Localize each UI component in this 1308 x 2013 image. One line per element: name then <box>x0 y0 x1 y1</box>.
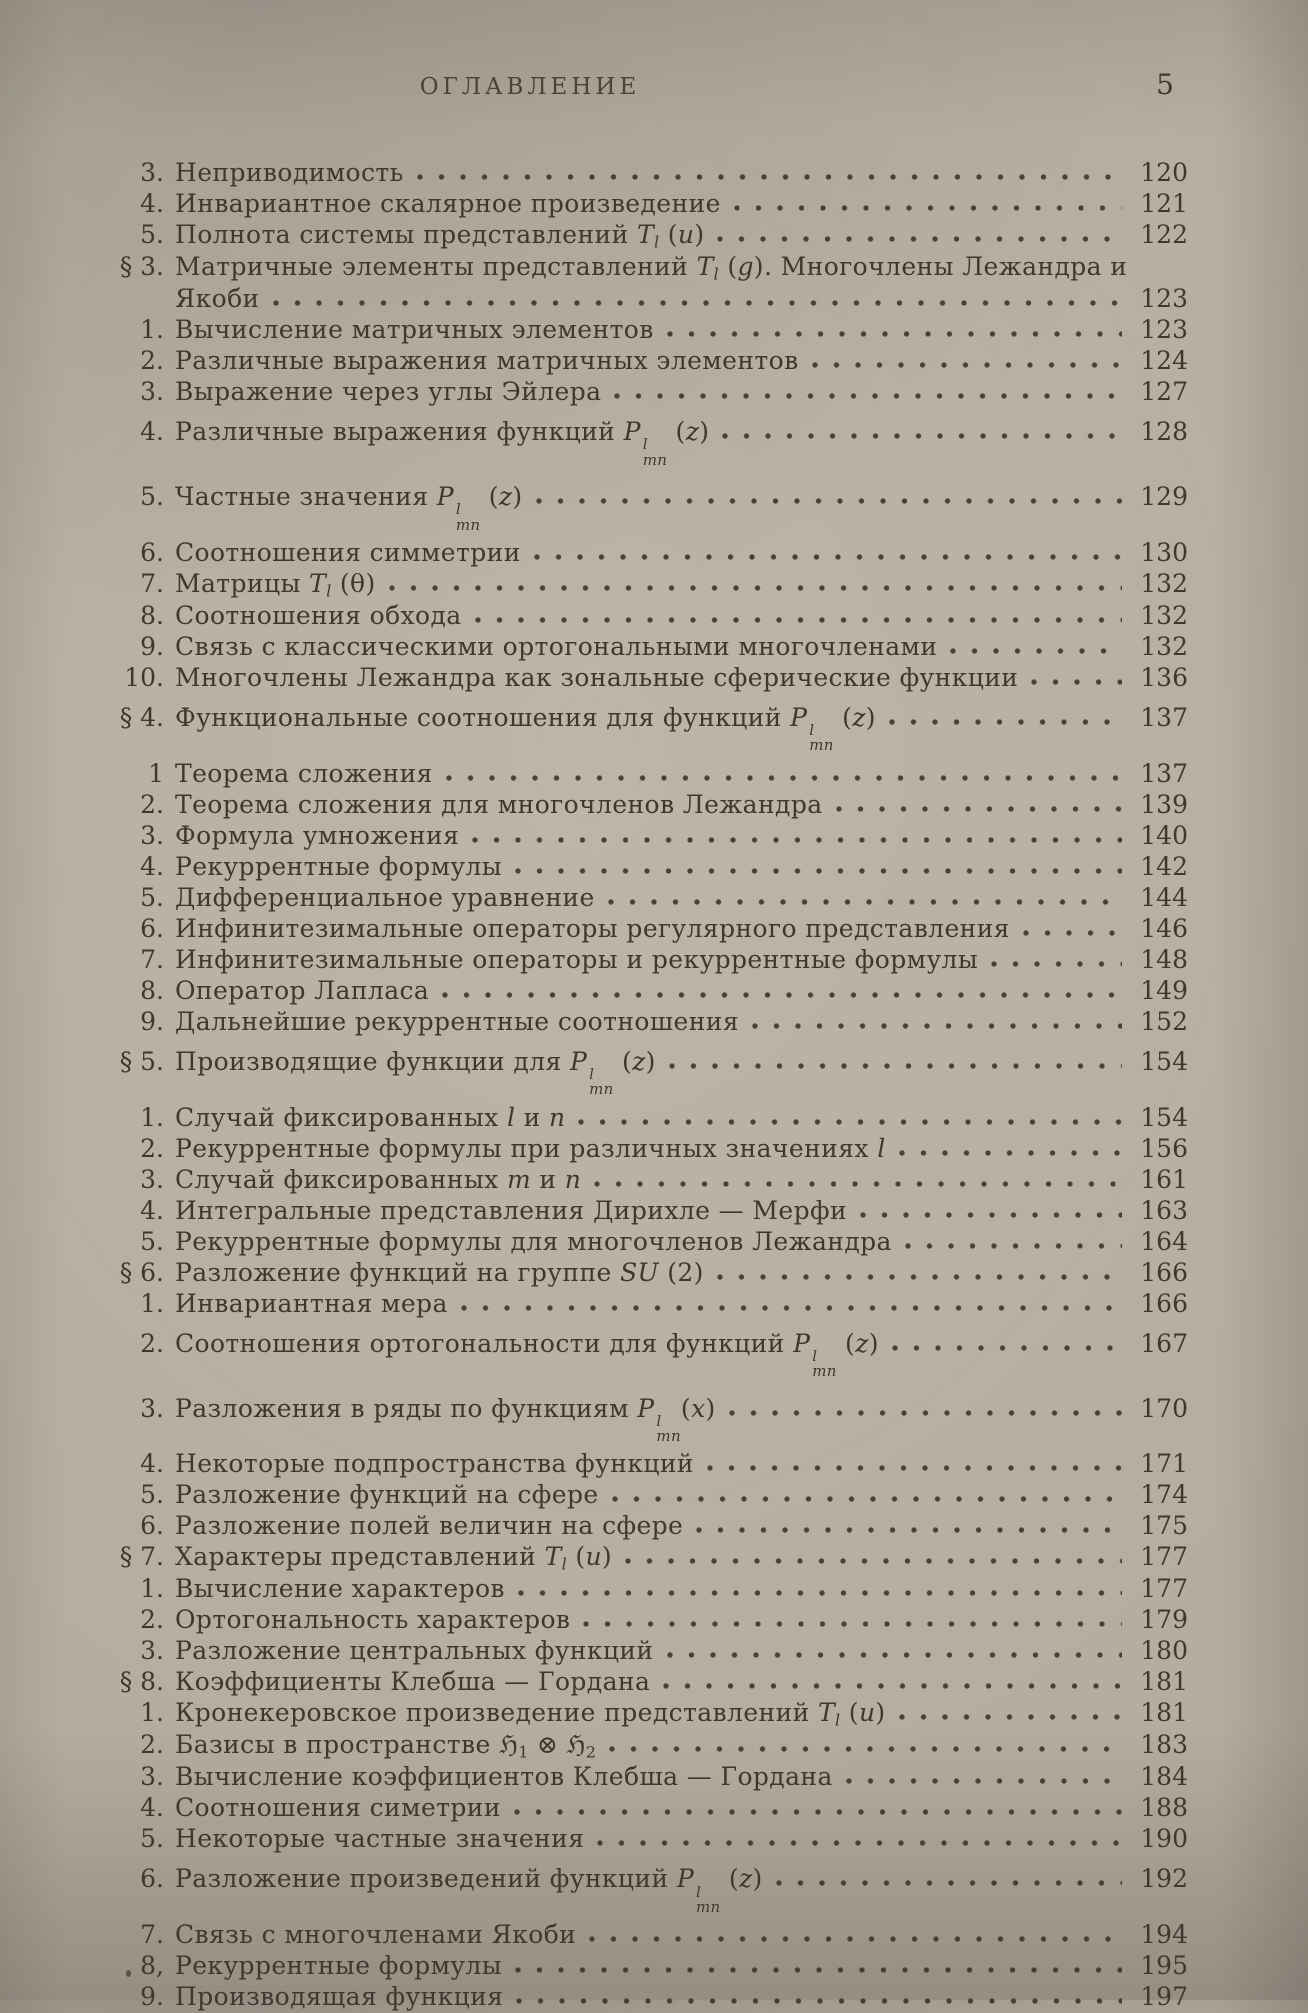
entry-number: 5. <box>140 1226 164 1256</box>
entry-number: 9. <box>140 1006 164 1036</box>
toc-entry <box>100 759 1188 790</box>
entry-number: 4. <box>140 189 164 218</box>
entry-page-number: 154 <box>1140 1102 1188 1132</box>
entry-page-number: 166 <box>1140 1288 1188 1318</box>
entry-number: 3. <box>140 1393 164 1423</box>
entry-number: 3. <box>140 820 164 850</box>
entry-page-number: 154 <box>1140 1046 1188 1076</box>
entry-number: 5. <box>140 882 164 912</box>
entry-page-number: 142 <box>1140 851 1188 881</box>
entry-title: Формула умножения <box>175 820 460 850</box>
dot-leader <box>898 1150 1122 1157</box>
table-of-contents <box>100 158 1188 2013</box>
entry-page-number: 132 <box>1140 568 1188 598</box>
dot-leader <box>891 1345 1122 1352</box>
entry-title: Соотношения симетрии <box>175 1793 501 1823</box>
entry-number: 5. <box>140 1480 164 1510</box>
entry-page-number: 194 <box>1140 1920 1188 1950</box>
dot-leader <box>1022 930 1122 937</box>
dot-leader <box>533 554 1122 561</box>
toc-entry <box>100 945 1188 976</box>
entry-title: Соотношения обхода <box>175 600 462 630</box>
toc-entry <box>100 914 1188 945</box>
toc-entry <box>100 1227 1188 1258</box>
entry-number: 5. <box>140 1824 164 1854</box>
entry-title: Разложение функций на группе SU (2) <box>175 1257 704 1287</box>
entry-number: 7. <box>140 568 164 598</box>
entry-number: § 6. <box>119 1257 164 1287</box>
entry-number: 10. <box>124 662 164 692</box>
entry-page-number: 140 <box>1140 820 1188 850</box>
entry-title: Соотношения симметрии <box>175 537 521 567</box>
entry-number: 1. <box>140 1574 164 1604</box>
entry-title: Теорема сложения для многочленов Лежандра <box>175 789 823 819</box>
dot-leader <box>416 174 1122 181</box>
entry-title: Связь с многочленами Якоби <box>175 1920 577 1950</box>
entry-page-number: 132 <box>1140 631 1188 661</box>
entry-title: Вычисление характеров <box>175 1574 505 1604</box>
entry-title: Инфинитезимальные операторы регулярного представления <box>175 913 1010 943</box>
entry-page-number: 188 <box>1140 1793 1188 1823</box>
entry-number: 2. <box>140 1730 164 1760</box>
entry-title: Выражение через углы Эйлера <box>175 377 602 407</box>
toc-entry <box>100 1762 1188 1793</box>
entry-title: Частные значения P l mn (z) <box>175 481 523 534</box>
entry-title: Многочлены Лежандра как зональные сферические функции <box>175 662 1019 692</box>
entry-title: Случай фиксированных l и n <box>175 1102 566 1132</box>
dot-leader <box>904 1243 1122 1250</box>
entry-page-number: 195 <box>1140 1951 1188 1981</box>
dot-leader <box>474 617 1122 624</box>
entry-title: Дальнейшие рекуррентные соотношения <box>175 1006 739 1036</box>
toc-entry <box>100 189 1188 220</box>
dot-leader <box>515 1998 1122 2005</box>
toc-entry <box>100 1574 1188 1605</box>
toc-entry <box>100 1793 1188 1824</box>
entry-title: Случай фиксированных m и n <box>175 1164 582 1194</box>
entry-page-number: 192 <box>1140 1864 1188 1894</box>
toc-entry <box>100 158 1188 189</box>
entry-page-number: 146 <box>1140 913 1188 943</box>
entry-page-number: 123 <box>1140 284 1188 314</box>
entry-page-number: 127 <box>1140 377 1188 407</box>
toc-entry <box>100 1542 1188 1574</box>
dot-leader <box>666 331 1122 338</box>
page-header <box>100 68 1188 108</box>
entry-page-number: 130 <box>1140 537 1188 567</box>
entry-number: 8. <box>140 600 164 630</box>
entry-page-number: 120 <box>1140 158 1188 187</box>
toc-entry <box>100 1038 1188 1103</box>
dot-leader <box>949 648 1122 655</box>
toc-entry <box>100 1103 1188 1134</box>
toc-entry <box>100 1698 1188 1730</box>
dot-leader <box>535 498 1123 505</box>
entry-number: 7. <box>140 1920 164 1950</box>
entry-title: Разложение центральных функций <box>175 1636 654 1666</box>
entry-title-continuation: Якоби <box>175 284 260 314</box>
entry-page-number: 166 <box>1140 1257 1188 1287</box>
entry-page-number: 164 <box>1140 1226 1188 1256</box>
entry-number: § 3. <box>119 252 164 282</box>
dot-leader <box>471 837 1122 844</box>
toc-entry <box>100 1385 1188 1450</box>
entry-title: Кронекеровское произведение представлений $T_l$ (u) <box>175 1698 886 1730</box>
entry-number: 3. <box>140 158 164 187</box>
entry-title: Функциональные соотношения для функций P l mn (z) <box>175 702 876 755</box>
entry-page-number: 180 <box>1140 1636 1188 1666</box>
entry-number: § 5. <box>119 1046 164 1076</box>
entry-title: Связь с классическими ортогональными многочленами <box>175 631 938 661</box>
dot-leader <box>706 1465 1122 1472</box>
toc-entry <box>100 1605 1188 1636</box>
dot-leader <box>608 1746 1122 1753</box>
dot-leader <box>514 868 1122 875</box>
entry-number: 8. <box>140 975 164 1005</box>
toc-entry <box>100 1730 1188 1762</box>
entry-number: 2. <box>140 346 164 376</box>
toc-entry <box>100 377 1188 408</box>
dot-leader <box>728 1410 1122 1417</box>
entry-title: Интегральные представления Дирихле — Мерфи <box>175 1195 848 1225</box>
entry-number: 6. <box>140 1511 164 1541</box>
entry-number: 4. <box>140 417 164 447</box>
dot-leader <box>593 1181 1122 1188</box>
entry-number: 8, <box>140 1951 164 1981</box>
toc-entry <box>100 1824 1188 1855</box>
entry-number: 9. <box>140 631 164 661</box>
entry-page-number: 152 <box>1140 1006 1188 1036</box>
entry-number: 6. <box>140 537 164 567</box>
entry-page-number: 137 <box>1140 702 1188 732</box>
entry-title: Инвариантная мера <box>175 1288 448 1318</box>
toc-entry <box>100 1855 1188 1920</box>
entry-title: Ортогональность характеров <box>175 1605 571 1635</box>
dot-leader <box>888 719 1122 726</box>
entry-number: 2. <box>140 1133 164 1163</box>
entry-page-number: 123 <box>1140 315 1188 345</box>
entry-number: 1. <box>140 1698 164 1728</box>
entry-title: Разложения в ряды по функциям P l mn (x) <box>175 1393 716 1446</box>
dot-leader <box>514 1967 1122 1974</box>
entry-title: Разложение полей величин на сфере <box>175 1511 684 1541</box>
dot-leader <box>441 992 1122 999</box>
entry-title: Полнота системы представлений $T_l$ (u) <box>175 220 705 252</box>
entry-number: 6. <box>140 913 164 943</box>
entry-title: Дифференциальное уравнение <box>175 882 595 912</box>
dot-leader <box>388 585 1122 592</box>
entry-number: 1 <box>148 758 164 788</box>
entry-title: Рекуррентные формулы <box>175 851 503 881</box>
toc-entry <box>100 1982 1188 2013</box>
entry-number: 5. <box>140 481 164 511</box>
entry-number: 2. <box>140 789 164 819</box>
entry-page-number: 148 <box>1140 944 1188 974</box>
toc-entry <box>100 538 1188 569</box>
entry-title: Некоторые подпространства функций <box>175 1449 694 1479</box>
toc-entry <box>100 1667 1188 1698</box>
entry-number: § 7. <box>119 1542 164 1572</box>
entry-title: Рекуррентные формулы <box>175 1951 503 1981</box>
entry-page-number: 124 <box>1140 346 1188 376</box>
entry-page-number: 177 <box>1140 1574 1188 1604</box>
toc-entry <box>100 601 1188 632</box>
entry-title: Неприводимость <box>175 158 404 187</box>
entry-title: Характеры представлений $T_l$ (u) <box>175 1542 613 1574</box>
entry-title: Некоторые частные значения <box>175 1824 585 1854</box>
entry-page-number: 181 <box>1140 1698 1188 1728</box>
entry-page-number: 170 <box>1140 1393 1188 1423</box>
entry-number: 9. <box>140 1982 164 2012</box>
entry-page-number: 190 <box>1140 1824 1188 1854</box>
entry-page-number: 121 <box>1140 189 1188 218</box>
page-title: ОГЛАВЛЕНИЕ <box>419 74 641 100</box>
entry-title: Различные выражения матричных элементов <box>175 346 799 376</box>
entry-title: Вычисление матричных элементов <box>175 315 654 345</box>
entry-title: Базисы в пространстве ℌ$_1$ ⊗ ℌ$_2$ <box>175 1730 596 1762</box>
entry-number: 4. <box>140 1793 164 1823</box>
entry-number: 1. <box>140 1288 164 1318</box>
toc-entry <box>100 252 1188 284</box>
dot-leader <box>751 1023 1122 1030</box>
entry-page-number: 139 <box>1140 789 1188 819</box>
toc-entry <box>100 1511 1188 1542</box>
toc-entry <box>100 852 1188 883</box>
toc-entry <box>100 1320 1188 1385</box>
toc-entry <box>100 663 1188 694</box>
toc-entry <box>100 1480 1188 1511</box>
entry-title: Инвариантное скалярное произведение <box>175 189 721 218</box>
entry-title: Оператор Лапласа <box>175 975 430 1005</box>
entry-number: § 8. <box>119 1667 164 1697</box>
entry-title: Соотношения ортогональности для функций P l mn (z) <box>175 1328 879 1381</box>
entry-page-number: 183 <box>1140 1730 1188 1760</box>
toc-entry <box>100 1258 1188 1289</box>
entry-title: Разложение произведений функций P l mn (z) <box>175 1864 763 1917</box>
toc-entry <box>100 1289 1188 1320</box>
entry-number: 3. <box>140 1762 164 1792</box>
toc-entry <box>100 821 1188 852</box>
entry-number: 3. <box>140 1164 164 1194</box>
entry-number: 1. <box>140 1102 164 1132</box>
toc-entry <box>100 220 1188 252</box>
entry-number: 7. <box>140 944 164 974</box>
dot-leader <box>624 1558 1122 1565</box>
entry-title: Производящая функция <box>175 1982 504 2012</box>
entry-page-number: 149 <box>1140 975 1188 1005</box>
page-number: 5 <box>1156 68 1174 101</box>
dot-leader <box>811 362 1122 369</box>
dot-leader <box>460 1305 1122 1312</box>
toc-entry <box>100 1134 1188 1165</box>
entry-page-number: 197 <box>1140 1982 1188 2012</box>
toc-entry <box>100 632 1188 663</box>
toc-entry <box>100 883 1188 914</box>
entry-page-number: 175 <box>1140 1511 1188 1541</box>
toc-entry <box>100 976 1188 1007</box>
entry-number: 4. <box>140 1195 164 1225</box>
dot-leader <box>662 1683 1122 1690</box>
dot-leader <box>613 393 1122 400</box>
dot-leader <box>898 1714 1122 1721</box>
entry-page-number: 136 <box>1140 662 1188 692</box>
dot-leader <box>272 300 1122 307</box>
entry-page-number: 171 <box>1140 1449 1188 1479</box>
toc-entry <box>100 1165 1188 1196</box>
dot-leader <box>859 1212 1122 1219</box>
toc-entry <box>100 1196 1188 1227</box>
entry-page-number: 156 <box>1140 1133 1188 1163</box>
dot-leader <box>513 1809 1122 1816</box>
entry-number: 3. <box>140 377 164 407</box>
entry-page-number: 161 <box>1140 1164 1188 1194</box>
entry-number: 4. <box>140 1449 164 1479</box>
toc-entry <box>100 1449 1188 1480</box>
dot-leader <box>588 1936 1122 1943</box>
entry-title: Рекуррентные формулы для многочленов Лежандра <box>175 1226 892 1256</box>
entry-title: Вычисление коэффициентов Клебша — Гордана <box>175 1762 833 1792</box>
entry-page-number: 179 <box>1140 1605 1188 1635</box>
toc-entry <box>100 1920 1188 1951</box>
entry-number: 6. <box>140 1864 164 1894</box>
entry-number: 1. <box>140 315 164 345</box>
entry-title: Инфинитезимальные операторы и рекуррентные формулы <box>175 944 979 974</box>
toc-entry-continuation <box>100 284 1188 315</box>
toc-entry <box>100 315 1188 346</box>
toc-entry <box>100 1636 1188 1667</box>
toc-entry <box>100 694 1188 759</box>
toc-entry <box>100 346 1188 377</box>
dot-leader <box>845 1778 1122 1785</box>
entry-page-number: 177 <box>1140 1542 1188 1572</box>
entry-page-number: 122 <box>1140 220 1188 249</box>
dot-leader <box>1030 679 1122 686</box>
entry-page-number: 137 <box>1140 758 1188 788</box>
entry-page-number: 132 <box>1140 600 1188 630</box>
entry-title: Разложение функций на сфере <box>175 1480 599 1510</box>
dot-leader <box>577 1119 1122 1126</box>
dot-leader <box>990 961 1122 968</box>
entry-page-number: 167 <box>1140 1328 1188 1358</box>
entry-number: 3. <box>140 1636 164 1666</box>
entry-page-number: 184 <box>1140 1762 1188 1792</box>
entry-title: Теорема сложения <box>175 758 433 788</box>
entry-number: 5. <box>140 220 164 249</box>
dot-leader <box>716 236 1122 243</box>
entry-page-number: 129 <box>1140 481 1188 511</box>
toc-entry <box>100 408 1188 473</box>
dot-leader <box>607 899 1122 906</box>
toc-entry <box>100 473 1188 538</box>
dot-leader <box>445 775 1122 782</box>
entry-number: 4. <box>140 851 164 881</box>
dot-leader <box>775 1880 1122 1887</box>
entry-title: Матричные элементы представлений $T_l$ (g). Многочлены Лежандра и <box>175 252 1128 284</box>
dot-leader <box>582 1621 1122 1628</box>
dot-leader <box>517 1590 1122 1597</box>
entry-title: Производящие функции для P l mn (z) <box>175 1046 656 1099</box>
entry-page-number: 163 <box>1140 1195 1188 1225</box>
dot-leader <box>695 1527 1122 1534</box>
dot-leader <box>716 1274 1122 1281</box>
entry-page-number: 174 <box>1140 1480 1188 1510</box>
toc-entry <box>100 1951 1188 1982</box>
entry-number: 2. <box>140 1605 164 1635</box>
dot-leader <box>596 1840 1122 1847</box>
entry-page-number: 181 <box>1140 1667 1188 1697</box>
toc-entry <box>100 1007 1188 1038</box>
toc-entry <box>100 569 1188 601</box>
entry-page-number: 144 <box>1140 882 1188 912</box>
dot-leader <box>666 1652 1123 1659</box>
dot-leader <box>668 1063 1122 1070</box>
entry-number: § 4. <box>119 702 164 732</box>
dot-leader <box>835 806 1122 813</box>
entry-title: Различные выражения функций P l mn (z) <box>175 417 710 469</box>
entry-title: Рекуррентные формулы при различных значениях l <box>175 1133 886 1163</box>
entry-number: 2. <box>140 1328 164 1358</box>
entry-title: Матрицы $T_l$ (θ) <box>175 568 376 601</box>
dot-leader <box>721 433 1122 440</box>
entry-title: Коэффициенты Клебша — Гордана <box>175 1667 651 1697</box>
entry-page-number: 128 <box>1140 417 1188 447</box>
dot-leader <box>611 1496 1122 1503</box>
toc-entry <box>100 790 1188 821</box>
dot-leader <box>733 205 1122 212</box>
